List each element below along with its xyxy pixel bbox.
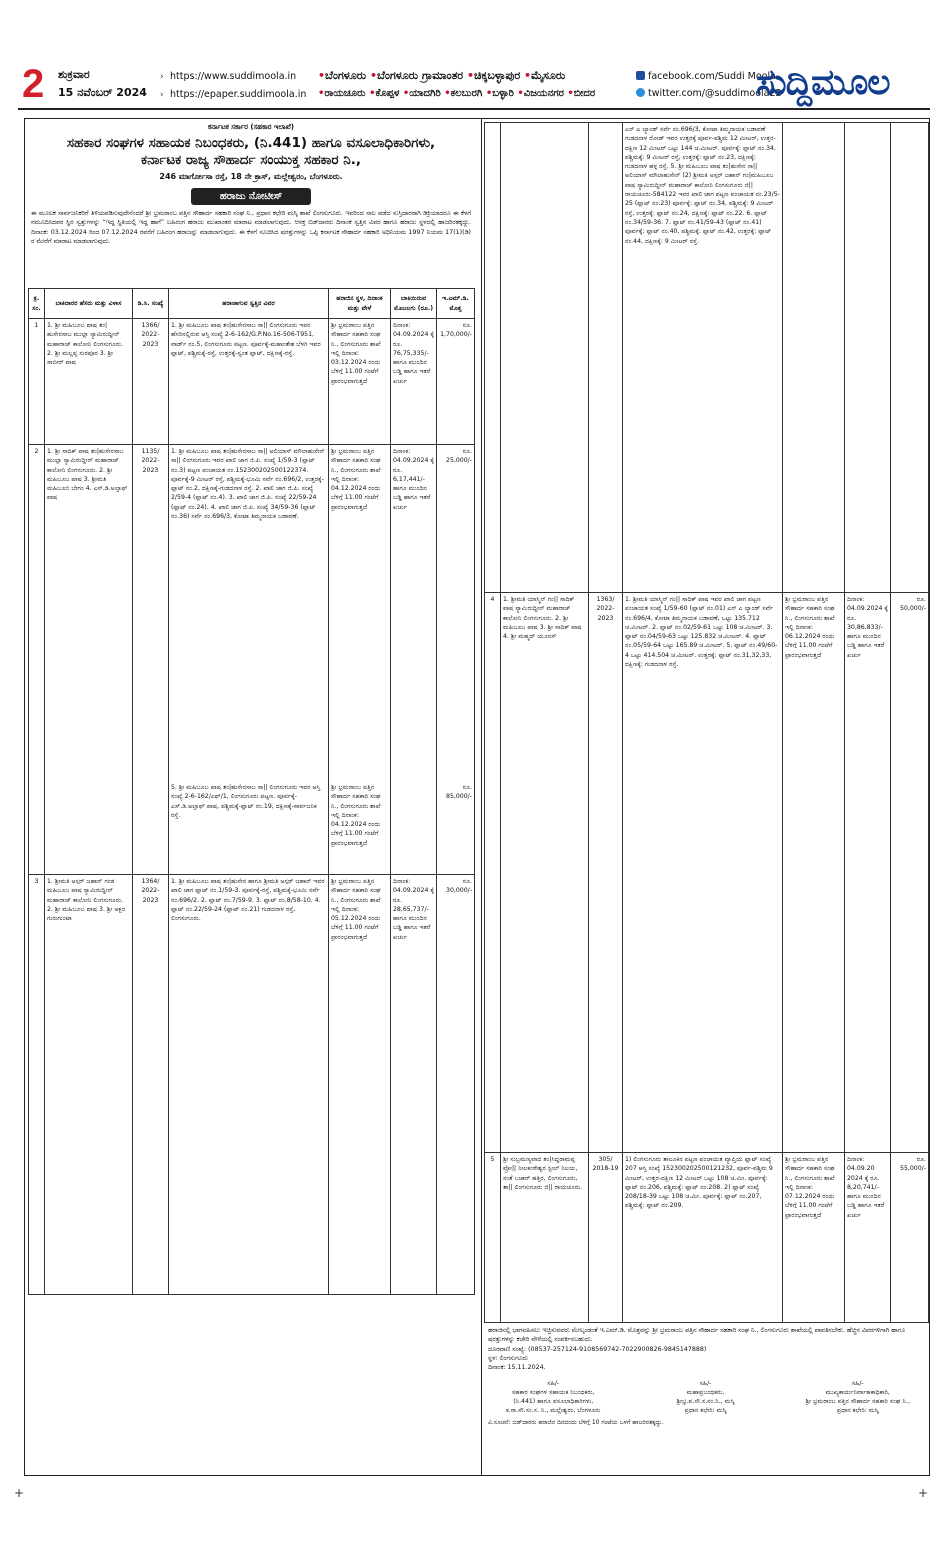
cities-row-2: •ರಾಯಚೂರು •ಕೊಪ್ಪಳ •ಯಾದಗಿರಿ •ಕಲಬುರಗಿ •ಬಳ್ಳಾರಿ •ವಿಜಯನಗರ •ಬೀದರ	[318, 88, 596, 99]
facebook-icon	[636, 71, 645, 80]
website-links	[160, 68, 306, 104]
table-row: 5 ಶ್ರೀ ಸುಬ್ರಮಣ್ಯವಾದ ತಂ|ಸಿದ್ದರಾಮಪ್ಪ ಪ್ರೋ|| ನೀಲಕಂಠೇಶ್ವರ ಸ್ಟೀಲ್ ನಿಲಯ, ಸಂತೆ ಬಜಾರ್ ಹತ್ತಿರ, ಲಿಂಗಸುಗೂರು, ತಾ|| ಲಿಂಗಸುಗೂರು ಜಿ|| ರಾಯಚೂರು. 305/ 2018-19 1) ಲಿಂಗಸುಗೂರು ತಾಲೂಕಿನ ಪಟ್ಟಣ ಪಂಚಾಯತ ವ್ಯಾಪ್ತಿಯ ಪ್ಲಾಟ್ ಸಂಖ್ಯೆ 207 ಆಸ್ತಿ ಸಂಖ್ಯೆ 152300202500121232, ಪೂರ್ವ-ಪಶ್ಚಿಮ 9 ಮೀಟರ್, ಉತ್ತರ-ದಕ್ಷಿಣ 12 ಮೀಟರ್ ಒಟ್ಟು 108 ಚ.ಮೀ. ಪೂರ್ವಕ್ಕೆ: ಪ್ಲಾಟ್ ನಂ.206, ಪಶ್ಚಿಮಕ್ಕೆ: ಪ್ಲಾಟ್ ನಂ.208. 2) ಪ್ಲಾಟ್ ಸಂಖ್ಯೆ 208/18-39 ಒಟ್ಟು 108 ಚ.ಮೀ. ಪೂರ್ವಕ್ಕೆ: ಪ್ಲಾಟ್ ನಂ.207, ಪಶ್ಚಿಮಕ್ಕೆ: ಪ್ಲಾಟ್ ನಂ.209. ಶ್ರೀ ಭ್ರಮರಾಂಬ ಪತ್ತಿನ ಸೌಹಾರ್ದ ಸಹಕಾರಿ ಸಂಘ ನಿ., ಲಿಂಗಸುಗೂರು ಶಾಖೆ ಇಲ್ಲಿ ದಿನಾಂಕ: 07.12.2024 ರಂದು ಬೆಳಿಗ್ಗೆ 11.00 ಗಂಟೆಗೆ ಪ್ರಾರಂಭವಾಗುತ್ತದೆ ದಿನಾಂಕ: 04.09.20 2024 ಕ್ಕೆ ರೂ. 8,20,741/- ಹಾಗೂ ಮುಂದಿನ ಬಡ್ಡಿ ಹಾಗೂ ಇತರೆ ಖರ್ಚು ರೂ. 55,000/-	[485, 1153, 929, 1323]
notice-date: ದಿನಾಂಕ: 15.11.2024.	[488, 1364, 546, 1372]
twitter-icon	[636, 88, 645, 97]
government-line: ಕರ್ನಾಟಕ ಸರ್ಕಾರ (ಸಹಕಾರ ಇಲಾಖೆ)	[207, 123, 295, 131]
table-row: 2 1. ಶ್ರೀ ಸಾದಿಕ್ ಪಾಷ ತಂ|ಹುಸೇನಸಾಬ ಮುಲ್ಲಾ ಸ್ಯಾಮಿರುದ್ದೀನ್ ಮಹಾರಾಜ್ ಕಾಲೋನಿ ಲಿಂಗಸುಗೂರು. 2. ಶ್ರೀ ಮಹಿಬೂಬ ಪಾಷ 3. ಶ್ರೀಮತಿ ಮಹಿಬೂಬಿ ಬೇಗಂ 4. ಎಸ್.ಡಿ.ಅಲ್ತಾಫ್ ಪಾಷ 1135/ 2022-2023 1. ಶ್ರೀ ಮಹಿಬೂಬ ಪಾಷ ತಂ|ಹುಸೇನಸಾಬ ಸಾ|| ಅಲಿಯಾಸ್ ಮೌಲಾಹುಸೇನ್ ಸಾ|| ಲಿಂಗಸುಗೂರು ಇವರ ಖಾಲಿ ಜಾಗ ಜಿ.ಪಿ. ಸಂಖ್ಯೆ 1/59-3 (ಪ್ಲಾಟ್ ನಂ.3) ಪಟ್ಟಣ ಪಂಚಾಯತ ನಂ.152300202500122374. ಪೂರ್ವಕ್ಕೆ-9 ಮೀಟರ್ ರಸ್ತೆ, ಪಶ್ಚಿಮಕ್ಕೆ-ಭೂಮಿ ಸರ್ವೆ ನಂ.696/2, ಉತ್ತರಕ್ಕೆ-ಪ್ಲಾಟ್ ನಂ.2, ದಕ್ಷಿಣಕ್ಕೆ-ಗುಡದನಾಳ ರಸ್ತೆ. 2. ಖಾಲಿ ಜಾಗ ಜಿ.ಪಿ. ಸಂಖ್ಯೆ 2/59-4 (ಪ್ಲಾಟ್ ನಂ.4). 3. ಖಾಲಿ ಜಾಗ ಜಿ.ಪಿ. ಸಂಖ್ಯೆ 22/59-24 (ಪ್ಲಾಟ್ ನಂ.24). 4. ಖಾಲಿ ಜಾಗ ಜಿ.ಪಿ. ಸಂಖ್ಯೆ 34/59-36 (ಪ್ಲಾಟ್ ನಂ.36) ಸರ್ವೆ ನಂ.696/3, ಕೋಟಾ ತಿಮ್ಮನಾಯಕ ಬಡಾವಣೆ. 5. ಶ್ರೀ ಮಹಿಬೂಬ ಪಾಷ ತಂ|ಹುಸೇನಸಾಬ ಸಾ|| ಲಿಂಗಸುಗೂರು ಇವರ ಆಸ್ತಿ ಸಂಖ್ಯೆ 2-6-162/ಎಫ್/1, ಲಿಂಗಸುಗೂರು ಪಟ್ಟಣ. ಪೂರ್ವಕ್ಕೆ-ಎಸ್.ಡಿ.ಅಲ್ತಾಫ್ ಪಾಷ, ಪಶ್ಚಿಮಕ್ಕೆ-ಪ್ಲಾಟ್ ನಂ.19, ದಕ್ಷಿಣಕ್ಕೆ-ಸಾರ್ವಜನಿಕ ರಸ್ತೆ. ಶ್ರೀ ಭ್ರಮರಾಂಬ ಪತ್ತಿನ ಸೌಹಾರ್ದ ಸಹಕಾರಿ ಸಂಘ ನಿ., ಲಿಂಗಸುಗೂರು ಶಾಖೆ ಇಲ್ಲಿ ದಿನಾಂಕ: 04.12.2024 ರಂದು ಬೆಳಿಗ್ಗೆ 11.00 ಗಂಟೆಗೆ ಪ್ರಾರಂಭವಾಗುತ್ತದೆ ಶ್ರೀ ಭ್ರಮರಾಂಬ ಪತ್ತಿನ ಸೌಹಾರ್ದ ಸಹಕಾರಿ ಸಂಘ ನಿ., ಲಿಂಗಸುಗೂರು ಶಾಖೆ ಇಲ್ಲಿ ದಿನಾಂಕ: 04.12.2024 ರಂದು ಬೆಳಿಗ್ಗೆ 11.00 ಗಂಟೆಗೆ ಪ್ರಾರಂಭವಾಗುತ್ತದೆ ದಿನಾಂಕ: 04.09.2024 ಕ್ಕೆ ರೂ. 6,17,441/- ಹಾಗೂ ಮುಂದಿನ ಬಡ್ಡಿ ಹಾಗೂ ಇತರೆ ಖರ್ಚು ರೂ. 25,000/- ರೂ. 85,000/-	[29, 445, 475, 875]
newspaper-logo: ಸುದ್ದಿಮೂಲ	[756, 62, 890, 103]
twitter-link[interactable]: twitter.com/@suddimoola22	[636, 85, 782, 102]
phone-numbers: ದೂರವಾಣಿ ಸಂಖ್ಯೆ: (08537-257124-9108569742-7022900826-9845147888)	[488, 1345, 707, 1353]
table-row: 1 1. ಶ್ರೀ ಮಹಿಬೂಬ ಪಾಷ ತಂ|ಹುಸೇನಸಾಬ ಮುಲ್ಲಾ ಸ್ಯಾಮಿರುದ್ದೀನ್ ಮಹಾರಾಜ್ ಕಾಲೋನಿ ಲಿಂಗಸುಗೂರು. 2. ಶ್ರೀ ಮಲ್ಲಪ್ಪ ಸುರಪೂರ 3. ಶ್ರೀ ಸಾಬೀರ್ ಪಾಷ 1366/ 2022-2023 1. ಶ್ರೀ ಮಹಿಬೂಬ ಪಾಷ ತಂ|ಹುಸೇನಸಾಬ ಸಾ|| ಲಿಂಗಸುಗೂರು ಇವರ ಹೆಸರಿನಲ್ಲಿರುವ ಆಸ್ತಿ ಸಂಖ್ಯೆ 2-6-162/G.P.No.16-506-T951, ವಾರ್ಡ್ ನಂ.5, ಲಿಂಗಸುಗೂರು ಪಟ್ಟಣ. ಪೂರ್ವಕ್ಕೆ-ಮಹಾಂತೇಶ ಬೆಳಗಿ ಇವರ ಪ್ಲಾಟ್, ಪಶ್ಚಿಮಕ್ಕೆ-ರಸ್ತೆ, ಉತ್ತರಕ್ಕೆ-ಸ್ವಂತ ಪ್ಲಾಟ್, ದಕ್ಷಿಣಕ್ಕೆ-ರಸ್ತೆ. ಶ್ರೀ ಭ್ರಮರಾಂಬ ಪತ್ತಿನ ಸೌಹಾರ್ದ ಸಹಕಾರಿ ಸಂಘ ನಿ., ಲಿಂಗಸುಗೂರು ಶಾಖೆ ಇಲ್ಲಿ ದಿನಾಂಕ: 03.12.2024 ರಂದು ಬೆಳಿಗ್ಗೆ 11.00 ಗಂಟೆಗೆ ಪ್ರಾರಂಭವಾಗುತ್ತದೆ ದಿನಾಂಕ: 04.09.2024 ಕ್ಕೆ ರೂ. 76,75,335/- ಹಾಗೂ ಮುಂದಿನ ಬಡ್ಡಿ ಹಾಗೂ ಇತರೆ ಖರ್ಚು ರೂ. 1,70,000/-	[29, 319, 475, 445]
office-address: 246 ಮಾರ್ಗೋಸಾ ರಸ್ತೆ, 18 ನೇ ಕ್ರಾಸ್, ಮಲ್ಲೇಶ್ವರಂ, ಬೆಂಗಳೂರು.	[159, 172, 343, 181]
chevron-right-icon: ›	[160, 90, 164, 100]
crop-mark-right: +	[918, 1486, 929, 1500]
table-row: 4 1. ಶ್ರೀಮತಿ ಯಾಸ್ಮಿನ್ ಗಂ|| ಸಾದಿಕ್ ಪಾಷ ಸ್ಯಾಮಿರುದ್ದೀನ್ ಮಹಾರಾಜ್ ಕಾಲೋನಿ ಲಿಂಗಸುಗೂರು. 2. ಶ್ರೀ ಮಹಿಬೂಬ ಪಾಷ 3. ಶ್ರೀ ಸಾದಿಕ್ ಪಾಷ 4. ಶ್ರೀ ಮಹ್ಮದ್ ಯೂನಸ್ 1363/ 2022-2023 1. ಶ್ರೀಮತಿ ಯಾಸ್ಮಿನ್ ಗಂ|| ಸಾದಿಕ್ ಪಾಷ ಇವರ ಖಾಲಿ ಜಾಗ ಪಟ್ಟಣ ಪಂಚಾಯತ ಸಂಖ್ಯೆ 1/59-60 (ಪ್ಲಾಟ್ ನಂ.01) ಎನ್ ಎ ಲ್ಯಾಂಡ್ ಸರ್ವೆ ನಂ.696/4, ಕೋಟಾ ತಿಮ್ಮನಾಯಕ ಬಡಾವಣೆ, ಒಟ್ಟು 135.712 ಚ.ಮೀಟರ್. 2. ಪ್ಲಾಟ್ ನಂ.02/59-61 ಒಟ್ಟು 108 ಚ.ಮೀಟರ್. 3. ಪ್ಲಾಟ್ ನಂ.04/59-63 ಒಟ್ಟು 125.832 ಚ.ಮೀಟರ್. 4. ಪ್ಲಾಟ್ ನಂ.05/59-64 ಒಟ್ಟು 165.89 ಚ.ಮೀಟರ್. 5. ಪ್ಲಾಟ್ ನಂ.49/60-4 ಒಟ್ಟು 414.504 ಚ.ಮೀಟರ್. ಉತ್ತರಕ್ಕೆ: ಪ್ಲಾಟ್ ನಂ.31,32,33, ದಕ್ಷಿಣಕ್ಕೆ: ಗುಡದನಾಳ ರಸ್ತೆ. ಶ್ರೀ ಭ್ರಮರಾಂಬ ಪತ್ತಿನ ಸೌಹಾರ್ದ ಸಹಕಾರಿ ಸಂಘ ನಿ., ಲಿಂಗಸುಗೂರು ಶಾಖೆ ಇಲ್ಲಿ ದಿನಾಂಕ: 06.12.2024 ರಂದು ಬೆಳಿಗ್ಗೆ 11.00 ಗಂಟೆಗೆ ಪ್ರಾರಂಭವಾಗುತ್ತದೆ ದಿನಾಂಕ: 04.09.2024 ಕ್ಕೆ ರೂ. 30,86,833/- ಹಾಗೂ ಮುಂದಿನ ಬಡ್ಡಿ ಹಾಗೂ ಇತರೆ ಖರ್ಚು ರೂ. 50,000/-	[485, 593, 929, 1153]
table-row-continuation: ಎನ್ ಎ ಲ್ಯಾಂಡ್ ಸರ್ವೆ ನಂ.696/3, ಕೋಟಾ ತಿಮ್ಮನಾಯಕ ಬಡಾವಣೆ ಗುಡದನಾಳ ರೋಡ್ ಇವರ ಉತ್ತರಕ್ಕೆ ಪೂರ್ವ-ಪಶ್ಚಿಮ 12 ಮೀಟರ್, ಉತ್ತರ-ದಕ್ಷಿಣ 12 ಮೀಟರ್ ಒಟ್ಟು 144 ಚ.ಮೀಟರ್. ಪೂರ್ವಕ್ಕೆ: ಪ್ಲಾಟ್ ನಂ.34, ಪಶ್ಚಿಮಕ್ಕೆ: 9 ಮೀಟರ್ ರಸ್ತೆ, ಉತ್ತರಕ್ಕೆ: ಪ್ಲಾಟ್ ನಂ.23, ದಕ್ಷಿಣಕ್ಕೆ: ಗುಡದನಾಳ ಹಳ್ಳ ರಸ್ತೆ. 5. ಶ್ರೀ ಮಹಿಬೂಬ ಪಾಷ ತಂ|ಹುಸೇನ ಸಾ|| ಅಲಿಯಾಸ್ ಮೌಲಾಹುಸೇನ್ (2) ಶ್ರೀಮತಿ ಅಸ್ಗರ್ ಜಹಾನ್ ಗಂ|ಮಹಿಬೂಬ ಪಾಷ ಸ್ಯಾಮಿರುದ್ದೀನ್ ಮಹಾರಾಜ್ ಕಾಲೋನಿ ಲಿಂಗಸುಗೂರು ಜಿ|| ರಾಯಚೂರು-584122 ಇವರ ಖಾಲಿ ಜಾಗ ಪಟ್ಟಣ ಪಂಚಾಯತ ನಂ.23/5-25 (ಪ್ಲಾಟ್ ನಂ.23) ಪೂರ್ವಕ್ಕೆ: ಪ್ಲಾಟ್ ನಂ.34, ಪಶ್ಚಿಮಕ್ಕೆ: 9 ಮೀಟರ್ ರಸ್ತೆ, ಉತ್ತರಕ್ಕೆ: ಪ್ಲಾಟ್ ನಂ.24, ದಕ್ಷಿಣಕ್ಕೆ: ಪ್ಲಾಟ್ ನಂ.22. 6. ಪ್ಲಾಟ್ ನಂ.34/59-36. 7. ಪ್ಲಾಟ್ ನಂ.41/59-43 (ಪ್ಲಾಟ್ ನಂ.41) ಪೂರ್ವಕ್ಕೆ: ಪ್ಲಾಟ್ ನಂ.40, ಪಶ್ಚಿಮಕ್ಕೆ: ಪ್ಲಾಟ್ ನಂ.42, ಉತ್ತರಕ್ಕೆ: ಪ್ಲಾಟ್ ನಂ.44, ದಕ್ಷಿಣಕ್ಕೆ: 9 ಮೀಟರ್ ರಸ್ತೆ.	[485, 123, 929, 593]
signature-general-manager: ಸಹಿ/- ಮಹಾಪ್ರಬಂಧಕರು, ಶ್ರೀಭ್ರ.ಪ.ಸೌ.ಸ.ಸಂ.ನಿ., ಮಸ್ಕಿ ಪ್ರಧಾನ ಕಛೇರಿ: ಮಸ್ಕಿ	[676, 1380, 735, 1415]
signature-block	[482, 1375, 929, 1415]
facebook-link[interactable]: facebook.com/Suddi Moola	[636, 68, 782, 85]
notice-intro: ಈ ಮೂಲಕ ಸಾರ್ವಜನಿಕರಿಗೆ ತಿಳಿಯಪಡಿಸುವುದೇನೆಂದರೆ ಶ್ರೀ ಭ್ರಮರಾಂಬ ಪತ್ತಿನ ಸೌಹಾರ್ದ ಸಹಕಾರಿ ಸಂಘ ನಿ., ಪ್ರಧಾನ ಕಛೇರಿ ಮಸ್ಕಿ ಶಾಖೆ ಲಿಂಗಸುಗೂರು. ಇವರಿಂದ ಸಾಲ ಪಡೆದ ಸುಸ್ತಿದಾರರಾಗಿ ಡಿಕ್ರಿಯಾದರೂ ಈ ಕೆಳಗೆ ನಮೂದಿಸಿದವರ ಸ್ಥಿರ ಸ್ವತ್ತುಗಳನ್ನು “ಇದ್ದ ಸ್ಥಿತಿಯಲ್ಲಿ ಇದ್ದ ಹಾಗೆ” ಬಹಿರಂಗ ಹರಾಜು ಮುಖಾಂತರ ಮಾರಾಟ ಮಾಡಲಾಗುವುದು. ಆಸಕ್ತ ಬಿಡ್‌ದಾರರು ದಿನಾಂಕ ಸ್ವತ್ತಿನ ವಿವರ ಹಾಗೂ ಹರಾಜು ಸ್ಥಳದಲ್ಲಿ ಹಾಜರಿರತಕ್ಕದ್ದು. ದಿನಾಂಕ: 03.12.2024 ರಿಂದ 07.12.2024 ರವರೆಗೆ ಬಹಿರಂಗ ಹರಾಜನ್ನು ಮಾಡಲಾಗುವುದು. ಈ ಕೆಳಗೆ ಸೂಚಿಸಿದ ಷರತ್ತುಗಳನ್ನು ಒಪ್ಪಿ ಕರ್ನಾಟಕ ಸೌಹಾರ್ದ ಸಹಕಾರಿ ಅಧಿನಿಯಮ 1997 ನಿಯಮ 17(1)(ಡಿ) ರ ಮೇರೆಗೆ ಮಾರಾಟ ಮಾಡಲಾಗುವುದು.	[31, 210, 471, 246]
masthead-divider	[18, 108, 930, 110]
auction-table	[28, 288, 475, 1295]
epaper-link[interactable]: › https://epaper.suddimoola.in	[160, 86, 306, 104]
table-row: 3 1. ಶ್ರೀಮತಿ ಅಸ್ಗರ್ ಜಹಾನ್ ಗಂಡ ಮಹಿಬೂಬ ಪಾಷ ಸ್ಯಾಮಿರುದ್ದೀನ್ ಮಹಾರಾಜ್ ಕಾಲೋನಿ ಲಿಂಗಸುಗೂರು. 2. ಶ್ರೀ ಮಹಿಬೂಬ ಪಾಷ 3. ಶ್ರೀ ಅಕ್ಬರ ಗುರುಗುಂಟಾ 1364/ 2022-2023 1. ಶ್ರೀ ಮಹಿಬೂಬ ಪಾಷ ತಂ|ಹುಸೇನ ಹಾಗೂ ಶ್ರೀಮತಿ ಅಸ್ಗರ್ ಜಹಾನ್ ಇವರ ಖಾಲಿ ಜಾಗ ಪ್ಲಾಟ್ ನಂ.1/59-3. ಪೂರ್ವಕ್ಕೆ-ರಸ್ತೆ, ಪಶ್ಚಿಮಕ್ಕೆ-ಭೂಮಿ ಸರ್ವೆ ನಂ.696/2. 2. ಪ್ಲಾಟ್ ನಂ.7/59-9. 3. ಪ್ಲಾಟ್ ನಂ.8/58-10. 4. ಪ್ಲಾಟ್ ನಂ.22/59-24 (ಪ್ಲಾಟ್ ನಂ.21) ಗುಡದನಾಳ ರಸ್ತೆ, ಲಿಂಗಸುಗೂರು. ಶ್ರೀ ಭ್ರಮರಾಂಬ ಪತ್ತಿನ ಸೌಹಾರ್ದ ಸಹಕಾರಿ ಸಂಘ ನಿ., ಲಿಂಗಸುಗೂರು ಶಾಖೆ ಇಲ್ಲಿ ದಿನಾಂಕ: 05.12.2024 ರಂದು ಬೆಳಿಗ್ಗೆ 11.00 ಗಂಟೆಗೆ ಪ್ರಾರಂಭವಾಗುತ್ತದೆ ದಿನಾಂಕ: 04.09.2024 ಕ್ಕೆ ರೂ. 28,65,737/- ಹಾಗೂ ಮುಂದಿನ ಬಡ್ಡಿ ಹಾಗೂ ಇತರೆ ಖರ್ಚು ರೂ. 30,000/-	[29, 875, 475, 1295]
place: ಸ್ಥಳ: ಲಿಂಗಸುಗೂರು	[488, 1354, 528, 1362]
crop-mark-left: +	[14, 1486, 25, 1500]
masthead	[18, 62, 930, 106]
auction-notice-badge: ಹರಾಜು ನೋಟೀಸ್	[191, 188, 311, 205]
edition-cities	[318, 67, 653, 103]
property-details: 1. ಶ್ರೀ ಮಹಿಬೂಬ ಪಾಷ ತಂ|ಹುಸೇನಸಾಬ ಸಾ|| ಅಲಿಯಾಸ್ ಮೌಲಾಹುಸೇನ್ ಸಾ|| ಲಿಂಗಸುಗೂರು ಇವರ ಖಾಲಿ ಜಾಗ ಜಿ.ಪಿ. ಸಂಖ್ಯೆ 1/59-3 (ಪ್ಲಾಟ್ ನಂ.3) ಪಟ್ಟಣ ಪಂಚಾಯತ ನಂ.152300202500122374. ಪೂರ್ವಕ್ಕೆ-9 ಮೀಟರ್ ರಸ್ತೆ, ಪಶ್ಚಿಮಕ್ಕೆ-ಭೂಮಿ ಸರ್ವೆ ನಂ.696/2, ಉತ್ತರಕ್ಕೆ-ಪ್ಲಾಟ್ ನಂ.2, ದಕ್ಷಿಣಕ್ಕೆ-ಗುಡದನಾಳ ರಸ್ತೆ. 2. ಖಾಲಿ ಜಾಗ ಜಿ.ಪಿ. ಸಂಖ್ಯೆ 2/59-4 (ಪ್ಲಾಟ್ ನಂ.4). 3. ಖಾಲಿ ಜಾಗ ಜಿ.ಪಿ. ಸಂಖ್ಯೆ 22/59-24 (ಪ್ಲಾಟ್ ನಂ.24). 4. ಖಾಲಿ ಜಾಗ ಜಿ.ಪಿ. ಸಂಖ್ಯೆ 34/59-36 (ಪ್ಲಾಟ್ ನಂ.36) ಸರ್ವೆ ನಂ.696/3, ಕೋಟಾ ತಿಮ್ಮನಾಯಕ ಬಡಾವಣೆ.	[171, 448, 325, 521]
notice-title: ಸಹಕಾರ ಸಂಘಗಳ ಸಹಾಯಕ ನಿಬಂಧಕರು, (ನಿ.441) ಹಾಗೂ ವಸೂಲಾಧಿಕಾರಿಗಳು, ಕರ್ನಾಟಕ ರಾಜ್ಯ ಸೌಹಾರ್ದ ಸಂಯುಕ್ತ ಸಹಕಾರ ನಿ.,	[66, 135, 436, 168]
signature-ceo: ಸಹಿ/- ಮುಖ್ಯಕಾರ್ಯನಿರ್ವಾಹಕಾಧಿಕಾರಿ, ಶ್ರೀ ಭ್ರಮರಾಂಬ ಪತ್ತಿನ ಸೌಹಾರ್ದ ಸಹಕಾರಿ ಸಂಘ ನಿ., ಪ್ರಧಾನ ಕಛೇರಿ: ಮಸ್ಕಿ	[805, 1380, 910, 1415]
auction-table-continued	[484, 122, 929, 1323]
chevron-right-icon: ›	[160, 72, 164, 82]
notice-left-column	[25, 119, 477, 1475]
signature-registrar: ಸಹಿ/- ಸಹಕಾರ ಸಂಘಗಳ ಸಹಾಯಕ ನಿಬಂಧಕರು, (ನಿ.441) ಹಾಗೂ ವಸೂಲಾಧಿಕಾರಿಗಳು, ಕ.ರಾ.ಸೌ.ಸಂ.ಸ. ನಿ., ಮಲ್ಲೇಶ್ವರಂ, ಬೆಂಗಳೂರು	[506, 1380, 601, 1415]
property-details-extra: 5. ಶ್ರೀ ಮಹಿಬೂಬ ಪಾಷ ತಂ|ಹುಸೇನಸಾಬ ಸಾ|| ಲಿಂಗಸುಗೂರು ಇವರ ಆಸ್ತಿ ಸಂಖ್ಯೆ 2-6-162/ಎಫ್/1, ಲಿಂಗಸುಗೂರು ಪಟ್ಟಣ. ಪೂರ್ವಕ್ಕೆ-ಎಸ್.ಡಿ.ಅಲ್ತಾಫ್ ಪಾಷ, ಪಶ್ಚಿಮಕ್ಕೆ-ಪ್ಲಾಟ್ ನಂ.19, ದಕ್ಷಿಣಕ್ಕೆ-ಸಾರ್ವಜನಿಕ ರಸ್ತೆ.	[171, 784, 321, 819]
closing-text: ಹರಾಜಿನಲ್ಲಿ ಭಾಗವಹಿಸಲು ಇಚ್ಛಿಸುವವರು ಮೇಲ್ಕಂಡಂತೆ ಇ.ಎಮ್.ಡಿ. ಮೊತ್ತವನ್ನು ಶ್ರೀ ಭ್ರಮರಾಂಬ ಪತ್ತಿನ ಸೌಹಾರ್ದ ಸಹಕಾರಿ ಸಂಘ ನಿ., ಲಿಂಗಸುಗೂರು ಶಾಖೆಯಲ್ಲಿ ಪಾವತಿಸಬೇಕು. ಹೆಚ್ಚಿನ ವಿವರಗಳಿಗಾಗಿ ಹಾಗೂ ಷರತ್ತುಗಳನ್ನು ಕಚೇರಿ ವೇಳೆಯಲ್ಲಿ ಸಂಪರ್ಕಿಸಬಹುದು. ದೂರವಾಣಿ ಸಂಖ್ಯೆ: (08537-257124-9108569742-7022900826-9845147888) ಸ್ಥಳ: ಲಿಂಗಸುಗೂರು ದಿನಾಂಕ: 15.11.2024.	[482, 1323, 929, 1375]
notice-right-column	[481, 119, 929, 1475]
table-header: ಕ್ರ. ಸಂ. ಬಾಕಿದಾರರ ಹೆಸರು ಮತ್ತು ವಿಳಾಸ ಡಿ.ಸಿ. ಸಂಖ್ಯೆ ಹರಾಜಾಗುವ ಸ್ವತ್ತಿನ ವಿವರ ಹರಾಜಿನ ಸ್ಥಳ, ದಿನಾಂಕ ಮತ್ತು ವೇಳೆ ಬಾಕಿಯಿರುವ ಮೊಬಲಗು (ರೂ.) ಇ.ಎಮ್.ಡಿ. ಮೊತ್ತ	[29, 289, 475, 319]
page-number: 2	[22, 62, 45, 106]
footnote: ವಿ.ಸೂಚನೆ: ಬಿಡ್‌ದಾರರು ಹರಾಜಿನ ದಿನದಂದು ಬೆಳಿಗ್ಗೆ 10 ಗಂಟೆಯ ಒಳಗೆ ಹಾಜರಿರತಕ್ಕದ್ದು.	[488, 1419, 664, 1427]
cities-row-1: •ಬೆಂಗಳೂರು •ಬೆಂಗಳೂರು ಗ್ರಾಮಾಂತರ •ಚಿಕ್ಕಬಳ್ಳಾಪುರ •ಮೈಸೂರು	[318, 69, 566, 82]
publication-date: 15 ನವೆಂಬರ್ 2024	[58, 86, 147, 99]
auction-notice	[24, 118, 930, 1476]
publication-day: ಶುಕ್ರವಾರ	[58, 68, 90, 81]
website-link[interactable]: › https://www.suddimoola.in	[160, 68, 306, 86]
